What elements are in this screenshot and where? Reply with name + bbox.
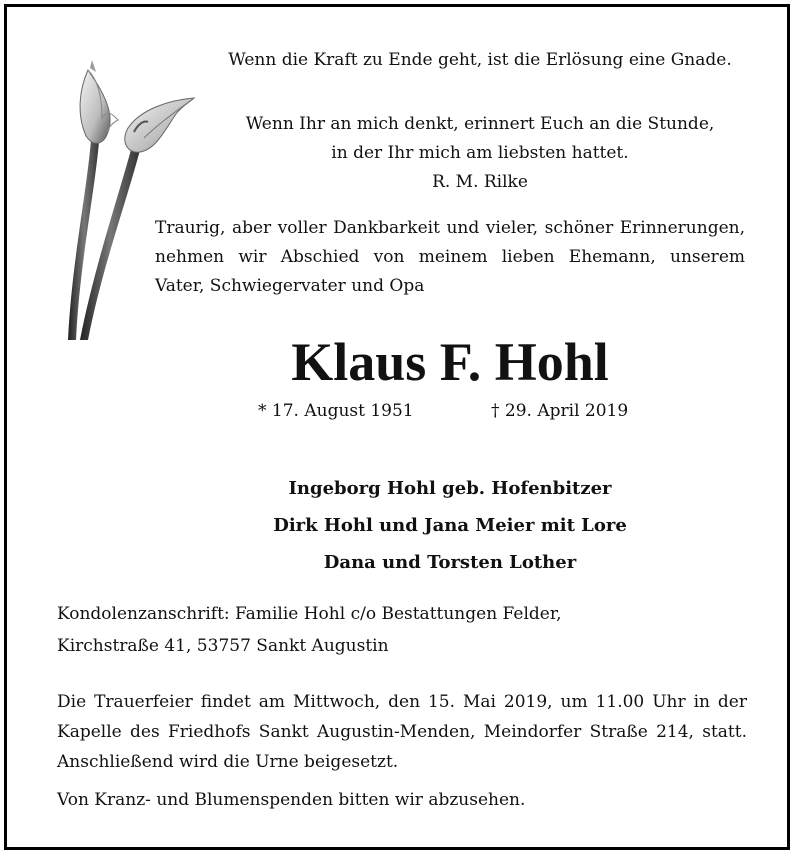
family-member-3: Dana und Torsten Lother (323, 552, 577, 573)
quote-author: R. M. Rilke (432, 172, 528, 192)
ceremony-line-2: Kapelle des Friedhofs Sankt Augustin-Menden, Meindorfer Straße 214, statt. (57, 722, 747, 742)
intro-line-1: Traurig, aber voller Dankbarkeit und vieler, schöner Erinnerungen, (155, 218, 745, 238)
condolence-address (57, 598, 562, 662)
family-list (200, 470, 700, 581)
condolence-line-2: Kirchstraße 41, 53757 Sankt Augustin (57, 636, 389, 656)
deceased-name: Klaus F. Hohl (291, 332, 609, 392)
quote-line-2: Wenn Ihr an mich denkt, erinnert Euch an die Stunde, (245, 114, 715, 134)
ceremony-line-3: Anschließend wird die Urne beigesetzt. (57, 752, 399, 772)
closing-note: Von Kranz- und Blumenspenden bitten wir abzusehen. (57, 790, 526, 810)
condolence-line-1: Kondolenzanschrift: Familie Hohl c/o Bestattungen Felder, (57, 604, 562, 624)
quote-line-1: Wenn die Kraft zu Ende geht, ist die Erlösung eine Gnade. (228, 50, 732, 70)
ceremony-info (57, 687, 747, 777)
birth-date: * 17. August 1951 (258, 401, 414, 421)
death-date: † 29. April 2019 (491, 401, 629, 421)
intro-line-3: Vater, Schwiegervater und Opa (155, 276, 425, 296)
intro-line-2: nehmen wir Abschied von meinem lieben Ehemann, unserem (155, 247, 745, 267)
family-member-1: Ingeborg Hohl geb. Hofenbitzer (288, 478, 612, 499)
quote-line-3: in der Ihr mich am liebsten hattet. (331, 143, 629, 163)
family-member-2: Dirk Hohl und Jana Meier mit Lore (273, 515, 627, 536)
quote-block (200, 110, 760, 197)
intro-text (155, 214, 745, 301)
ceremony-line-1: Die Trauerfeier findet am Mittwoch, den 15. Mai 2019, um 11.00 Uhr in der (57, 692, 747, 712)
